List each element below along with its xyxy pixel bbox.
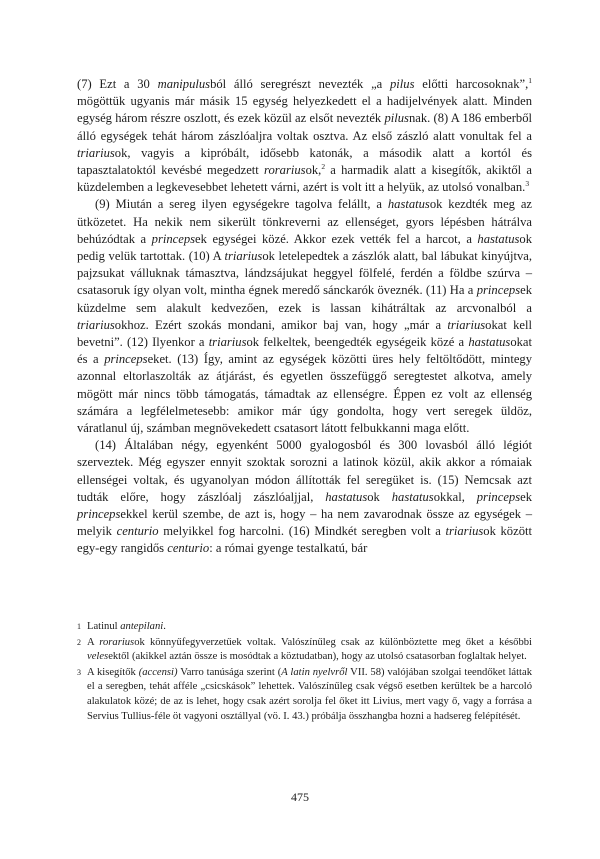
main-text [77,76,532,558]
page-number: 475 [291,790,309,804]
footnote-3 [77,666,532,724]
footnote-text: Latinul antepilani. [87,621,166,632]
footnotes [77,620,532,725]
footnote-number: 2 [77,637,81,647]
paragraph-9: (9) Miután a sereg ilyen egységekre tagolva felállt, a hastatusok kezdték meg az ütközetet. Ha nekik nem sikerült tönkreverni az ellenséget, gyors lépésben hátrálva behúzódtak a princepsek egységei közé. Akkor ezek vették fel a harcot, a hastatusok pedig velük tartottak. (10) A triariusok letelepedtek a zászlók alatt, bal lábukat kinyújtva, pajzsukat válluknak támasztva, lándzsájukat heggyel fölfelé, ferdén a földbe szúrva – csatasoruk így olyan volt, mintha égnek meredő sánckarók öveznék. (11) Ha a princepsek küzdelme sem alakult kedvezően, ezek is lassan kihátráltak az arcvonalból a triariusokhoz. Ezért szokás mondani, amikor baj van, hogy „már a triariusokat kell bevetni”. (12) Ilyenkor a triariusok felkeltek, beengedték egységeik közé a hastatusokat és a princepseket. (13) Így, amint az egységek közötti üres hely feltöltődött, mintegy azonnal eltorlaszolták az átjárást, és egyetlen összefüggő seregtestet alkotva, amely mögött már nincs több támogatás, támadtak az ellenségre. Éppen ez volt az ellenség számára a legfélelmetesebb: amikor már úgy gondolta, hogy vert seregek üldöz, váratlanul új, számban megnövekedett csatasort látott felbukkanni maga előtt. [77,197,533,436]
footnote-text: A rorariusok könnyűfegyverzetűek voltak. Valószínűleg csak az különböztette meg őket a későbbi velesektől (akikkel aztán össze is mosódtak a köztudatban), hogy az utolsó csatasorban foglaltak helyet. [87,636,532,663]
footnote-2 [77,636,532,665]
paragraph-14: (14) Általában négy, egyenként 5000 gyalogosból és 300 lovasból álló légiót szerveztek. Még egyszer ennyit szoktak sorozni a latinok közül, akik akkor a rómaiak ellenségei voltak, és ugyanolyan módon állították fel seregüket is. (15) Nemcsak azt tudták előre, hogy zászlóalj zászlóaljjal, hastatusok hastatusokkal, princepsek princepsekkel kerül szembe, de azt is, hogy – ha nem zavarodnak össze az egységek – melyik centurio melyikkel fog harcolni. (16) Mindkét seregben volt a triariusok között egy-egy rangidős centurio: a római gyenge testalkatú, bár [77,438,532,556]
footnote-number: 3 [77,667,81,677]
paragraph-7: (7) Ezt a 30 manipulusból álló seregrészt nevezték „a pilus előtti harcosoknak”,$^1$ mögöttük ugyanis már másik 15 egység helyezkedett el a hadijelvények alatt. Minden egység három részre oszlott, és ezek közül az elsőt nevezték pilusnak. (8) A 186 emberből álló egységek tehát három zászlóaljra voltak osztva. Az első zászló alatt vonultak fel a triariusok, vagyis a kipróbált, idősebb katonák, a második alatt a kortól és tapasztalatoktól kevésbé megedzett rorariusok,$^2$ a harmadik alatt a kisegítők, akiktől a küzdelemben a legkevesebbet lehetett várni, azért is volt itt a helyük, az utolsó vonalban.$^3$ [77,76,533,195]
footnote-text: A kisegítők (accensi) Varro tanúsága szerint (A latin nyelvről VII. 58) valójában szolgai teendőket láttak el a seregben, tehát afféle „csicskások” lehettek. Valószínűleg csak végső esetben kerültek be a harcoló alakulatok közé; de az is lehet, hogy csak azért sorolja fel őket itt Livius, mert vagy ő, vagy a forrása a Servius Tullius-féle öt vagyoni osztállyal (vö. I. 43.) próbálja összhangba hozni a hadsereg felépítését. [87,666,532,722]
footnote-number: 1 [77,622,81,631]
footnote-1 [77,620,532,635]
